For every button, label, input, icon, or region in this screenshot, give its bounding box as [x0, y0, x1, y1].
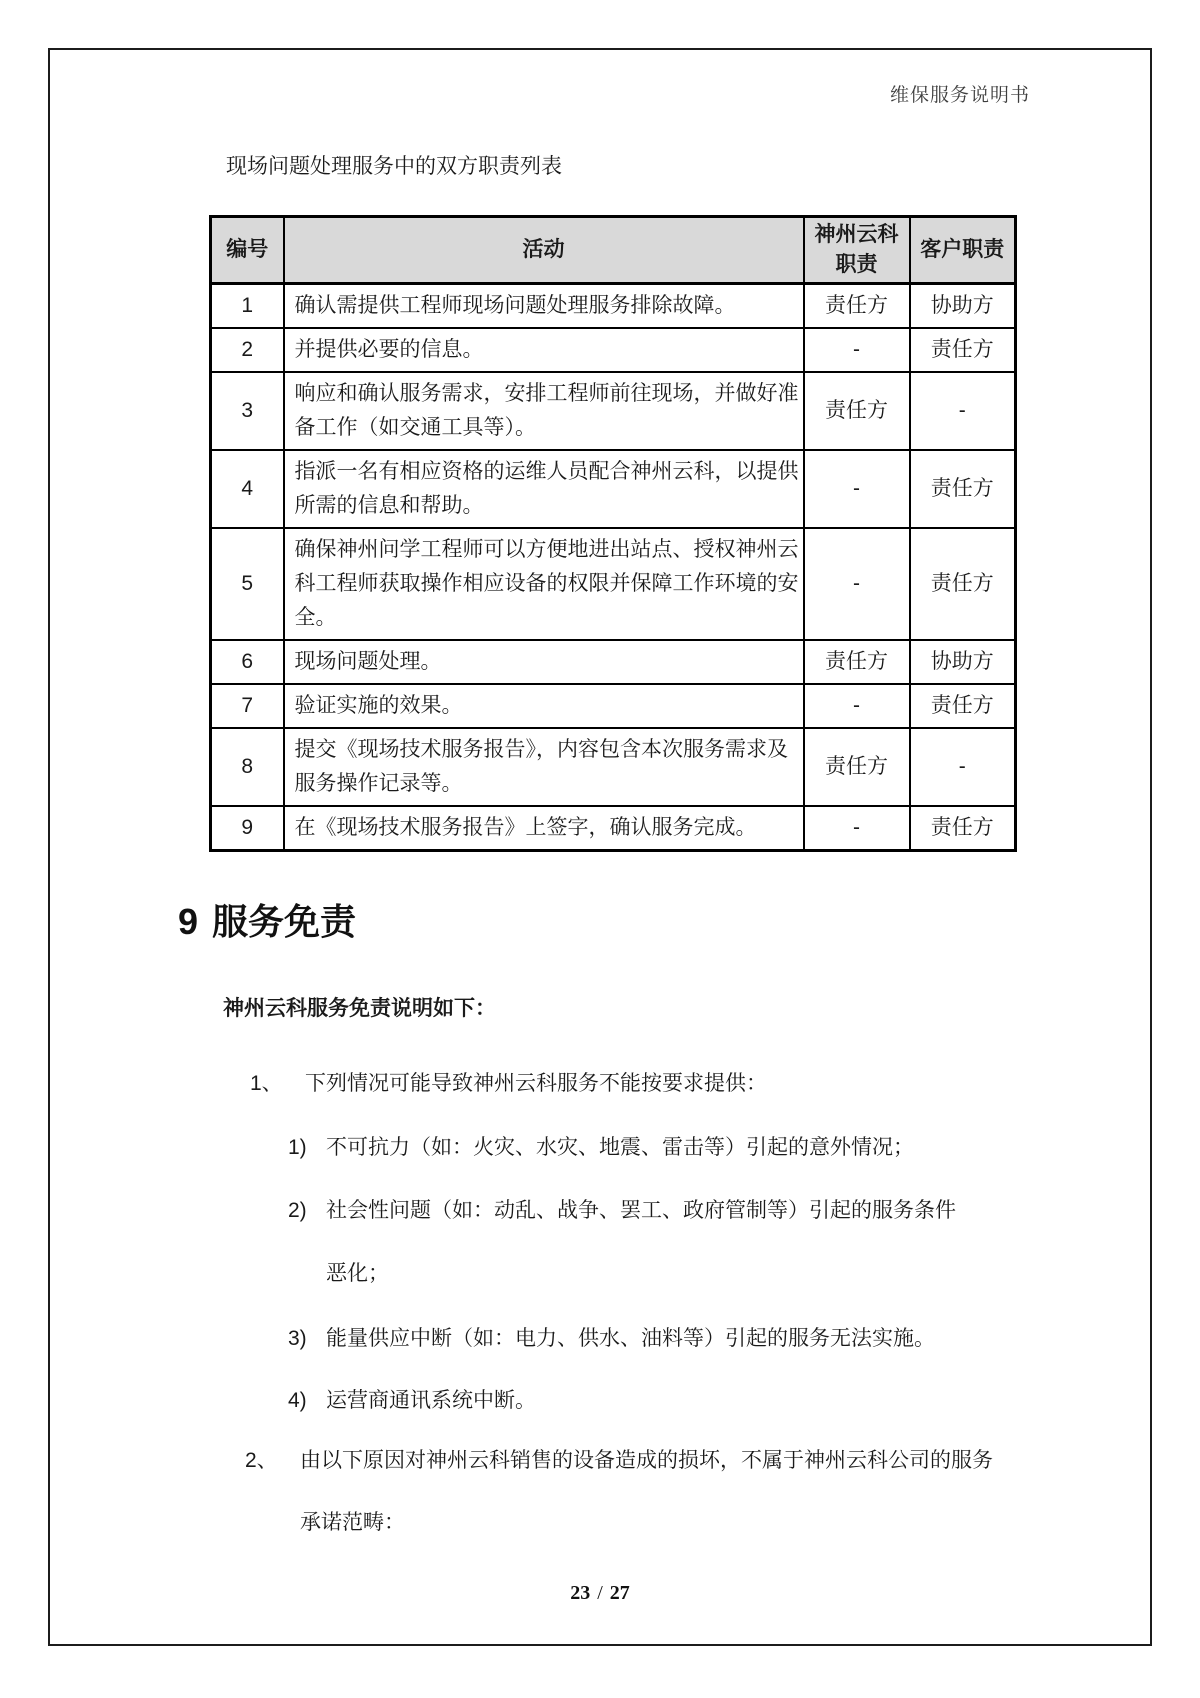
- cell-activity: 提交《现场技术服务报告》，内容包含本次服务需求及服务操作记录等。: [284, 728, 804, 806]
- list-marker: 4): [288, 1389, 307, 1412]
- list-line: [0, 1446, 1200, 1476]
- cell-no: 5: [211, 528, 284, 640]
- list-marker: 1、: [250, 1072, 283, 1095]
- table-row: [211, 684, 1016, 728]
- cell-no: 1: [211, 284, 284, 329]
- list-text: 承诺范畴：: [300, 1511, 405, 1534]
- list-line: [0, 1508, 1200, 1538]
- cell-customer: 责任方: [910, 328, 1016, 372]
- list-text: 运营商通讯系统中断。: [326, 1389, 536, 1412]
- disclaimer-intro: 神州云科服务免责说明如下：: [223, 997, 496, 1020]
- cell-activity: 指派一名有相应资格的运维人员配合神州云科，以提供所需的信息和帮助。: [284, 450, 804, 528]
- header-cell-activity: 活动: [284, 217, 804, 284]
- page-separator: /: [597, 1582, 603, 1604]
- section-number: 9: [178, 901, 199, 942]
- cell-customer: 责任方: [910, 528, 1016, 640]
- list-text: 不可抗力（如：火灾、水灾、地震、雷击等）引起的意外情况；: [326, 1136, 914, 1159]
- table-row: [211, 284, 1016, 329]
- cell-vendor: -: [804, 806, 910, 851]
- header-cell-customer: 客户职责: [910, 217, 1016, 284]
- table-row: [211, 528, 1016, 640]
- cell-no: 7: [211, 684, 284, 728]
- cell-vendor: 责任方: [804, 640, 910, 684]
- list-text: 恶化；: [326, 1262, 389, 1285]
- list-line: [0, 1069, 1200, 1099]
- cell-no: 6: [211, 640, 284, 684]
- document-header-title: 维保服务说明书: [890, 85, 1031, 106]
- cell-vendor: 责任方: [804, 372, 910, 450]
- cell-vendor: -: [804, 450, 910, 528]
- cell-no: 3: [211, 372, 284, 450]
- cell-activity: 确认需提供工程师现场问题处理服务排除故障。: [284, 284, 804, 329]
- list-marker: 2、: [245, 1449, 278, 1472]
- cell-no: 8: [211, 728, 284, 806]
- page-number: 23: [570, 1582, 591, 1604]
- section-title: 服务免责: [212, 901, 357, 942]
- list-line: [0, 1133, 1200, 1163]
- list-text: 下列情况可能导致神州云科服务不能按要求提供：: [305, 1072, 767, 1095]
- cell-activity: 现场问题处理。: [284, 640, 804, 684]
- table-caption: 现场问题处理服务中的双方职责列表: [226, 155, 562, 178]
- cell-no: 4: [211, 450, 284, 528]
- section-heading: [178, 894, 356, 945]
- cell-customer: 责任方: [910, 684, 1016, 728]
- cell-activity: 响应和确认服务需求，安排工程师前往现场，并做好准备工作（如交通工具等）。: [284, 372, 804, 450]
- list-marker: 1): [288, 1136, 307, 1159]
- list-line: [0, 1259, 1200, 1289]
- list-line: [0, 1324, 1200, 1354]
- cell-no: 2: [211, 328, 284, 372]
- cell-vendor: -: [804, 684, 910, 728]
- cell-no: 9: [211, 806, 284, 851]
- cell-activity: 确保神州问学工程师可以方便地进出站点、授权神州云科工程师获取操作相应设备的权限并保障工作环境的安全。: [284, 528, 804, 640]
- cell-customer: 协助方: [910, 284, 1016, 329]
- table-header-row: [211, 217, 1016, 284]
- cell-vendor: -: [804, 528, 910, 640]
- page-footer: [0, 1582, 1200, 1605]
- cell-vendor: -: [804, 328, 910, 372]
- list-line: [0, 1386, 1200, 1416]
- cell-customer: 责任方: [910, 450, 1016, 528]
- table-row: [211, 328, 1016, 372]
- cell-vendor: 责任方: [804, 728, 910, 806]
- responsibility-table: [209, 215, 1017, 852]
- header-cell-vendor: 神州云科职责: [804, 217, 910, 284]
- list-text: 能量供应中断（如：电力、供水、油料等）引起的服务无法实施。: [326, 1327, 935, 1350]
- cell-customer: 协助方: [910, 640, 1016, 684]
- cell-vendor: 责任方: [804, 284, 910, 329]
- table-row: [211, 640, 1016, 684]
- page-total: 27: [609, 1582, 630, 1604]
- cell-customer: 责任方: [910, 806, 1016, 851]
- cell-customer: -: [910, 728, 1016, 806]
- header-cell-no: 编号: [211, 217, 284, 284]
- table-row: [211, 450, 1016, 528]
- table-row: [211, 806, 1016, 851]
- cell-customer: -: [910, 372, 1016, 450]
- table-row: [211, 372, 1016, 450]
- table-row: [211, 728, 1016, 806]
- list-text: 社会性问题（如：动乱、战争、罢工、政府管制等）引起的服务条件: [326, 1199, 956, 1222]
- list-text: 由以下原因对神州云科销售的设备造成的损坏，不属于神州云科公司的服务: [300, 1449, 993, 1472]
- cell-activity: 在《现场技术服务报告》上签字，确认服务完成。: [284, 806, 804, 851]
- list-line: [0, 1196, 1200, 1226]
- list-marker: 2): [288, 1199, 307, 1222]
- cell-activity: 验证实施的效果。: [284, 684, 804, 728]
- cell-activity: 并提供必要的信息。: [284, 328, 804, 372]
- list-marker: 3): [288, 1327, 307, 1350]
